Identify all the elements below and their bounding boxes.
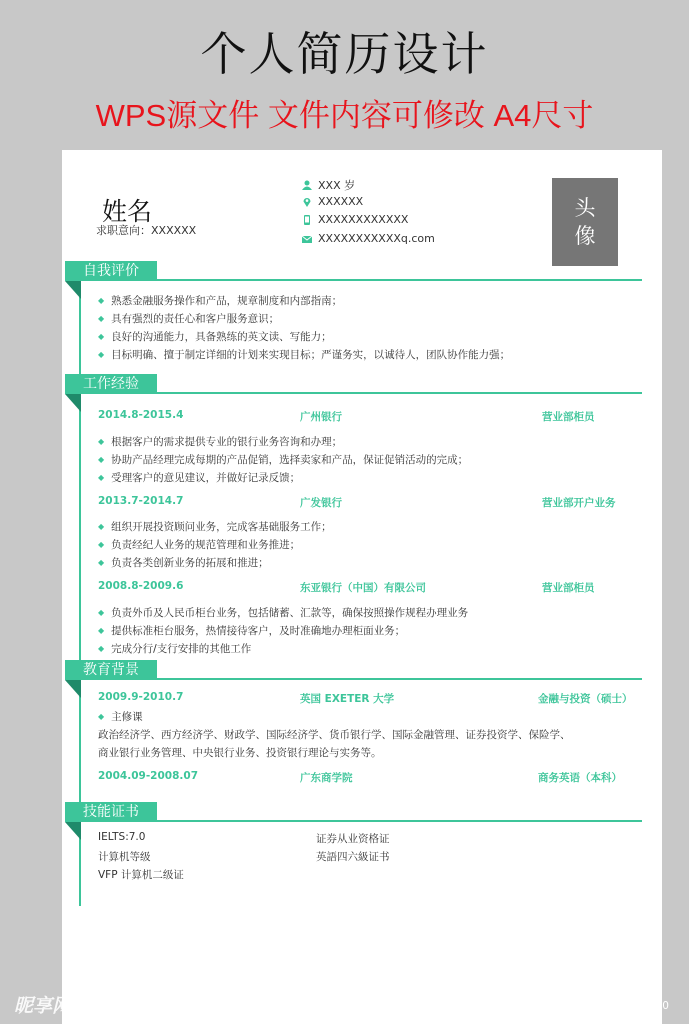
section-divider [65,678,642,680]
section-fold [65,281,81,299]
job-company: 东亚银行（中国）有限公司 [300,582,426,594]
list-item: ◆ 负责外币及人民币柜台业务，包括储蓄、汇款等，确保按照操作规程办理业务 [98,605,468,620]
section-fold [65,394,81,412]
phone-icon [302,215,312,225]
section-divider [65,392,642,394]
edu-school: 广东商学院 [300,772,353,784]
section-edu-title: 教育背景 [65,660,157,680]
contact-age [302,177,355,193]
section-self-eval-title: 自我评价 [65,261,157,281]
job-period: 2013.7-2014.7 [98,495,184,507]
job-intent: 求职意向：XXXXXX [96,224,197,237]
edu-period: 2009.9-2010.7 [98,691,184,703]
section-skills-title: 技能证书 [65,802,157,822]
list-item: ◆ 完成分行/支行安排的其他工作 [98,641,251,656]
location-icon [302,197,312,207]
section-divider [65,820,642,822]
photo-placeholder: 头像 [552,178,618,266]
job-role: 营业部柜员 [542,582,595,594]
watermark-id: ID:21449846 NO:20210401201155394080 [444,1000,669,1012]
list-item: ◆ 熟悉金融服务操作和产品，规章制度和内部指南； [98,293,342,308]
list-item: ◆ 负责各类创新业务的拓展和推进； [98,555,269,570]
contact-text: XXXXXXXXXXXq.com [318,232,435,245]
job-role: 营业部柜员 [542,411,595,423]
mail-icon [302,234,312,244]
contact-phone [302,213,408,226]
list-item: ◆ 协助产品经理完成每期的产品促销，选择卖家和产品，保证促销活动的完成； [98,452,468,467]
contact-text: XXX 岁 [318,179,356,192]
skill-item: VFP 计算机二级证 [98,869,184,881]
section-fold [65,822,81,840]
courses-label: ◆ 主修课 [98,709,143,724]
banner-title: 个人简历设计 [200,27,489,81]
list-item: ◆ 负责经纪人业务的规范管理和业务推进； [98,537,300,552]
contact-text: XXXXXXXXXXXX [318,213,409,226]
contact-text: XXXXXX [318,195,364,208]
resume-page [62,150,662,1024]
skill-item: 证券从业资格证 [316,833,390,845]
watermark-logo: 昵享网 www.nipic.cn [14,995,220,1017]
edu-period: 2004.09-2008.07 [98,770,199,782]
job-company: 广发银行 [300,497,342,509]
list-item: ◆ 受理客户的意见建议，并做好记录反馈； [98,470,300,485]
list-item: ◆ 组织开展投资顾问业务，完成客基础服务工作； [98,519,332,534]
contact-location [302,195,363,208]
list-item: ◆ 良好的沟通能力，具备熟练的英文读、写能力； [98,329,332,344]
skill-item: 计算机等级 [98,851,151,863]
edu-major: 金融与投资（硕士） [538,693,633,705]
list-item: ◆ 根据客户的需求提供专业的银行业务咨询和办理； [98,434,342,449]
watermark-bar [0,984,689,1024]
person-icon [302,180,312,190]
section-work-title: 工作经验 [65,374,157,394]
candidate-name: 姓名 [102,197,153,226]
list-item: ◆ 目标明确、擅于制定详细的计划来实现目标；严谨务实，以诚待人，团队协作能力强； [98,347,510,362]
job-company: 广州银行 [300,411,342,423]
courses-text: 商业银行业务管理、中央银行业务、投资银行理论与实务等。 [98,747,382,759]
job-period: 2008.8-2009.6 [98,580,184,592]
section-divider [65,279,642,281]
job-period: 2014.8-2015.4 [98,409,184,421]
list-item: ◆ 具有强烈的责任心和客户服务意识； [98,311,279,326]
list-item: ◆ 提供标准柜台服务，热情接待客户，及时准确地办理柜面业务； [98,623,405,638]
edu-school: 英国 EXETER 大学 [300,693,395,705]
section-fold [65,680,81,698]
contact-email [302,232,435,245]
courses-text: 政治经济学、西方经济学、财政学、国际经济学、货币银行学、国际金融管理、证券投资学、保险学、 [98,729,571,741]
edu-major: 商务英语（本科） [538,772,622,784]
banner-subtitle: WPS源文件 文件内容可修改 A4尺寸 [95,98,594,133]
job-role: 营业部开户业务 [542,497,616,509]
skill-item: IELTS:7.0 [98,831,146,843]
skill-item: 英語四六級证书 [316,851,390,863]
